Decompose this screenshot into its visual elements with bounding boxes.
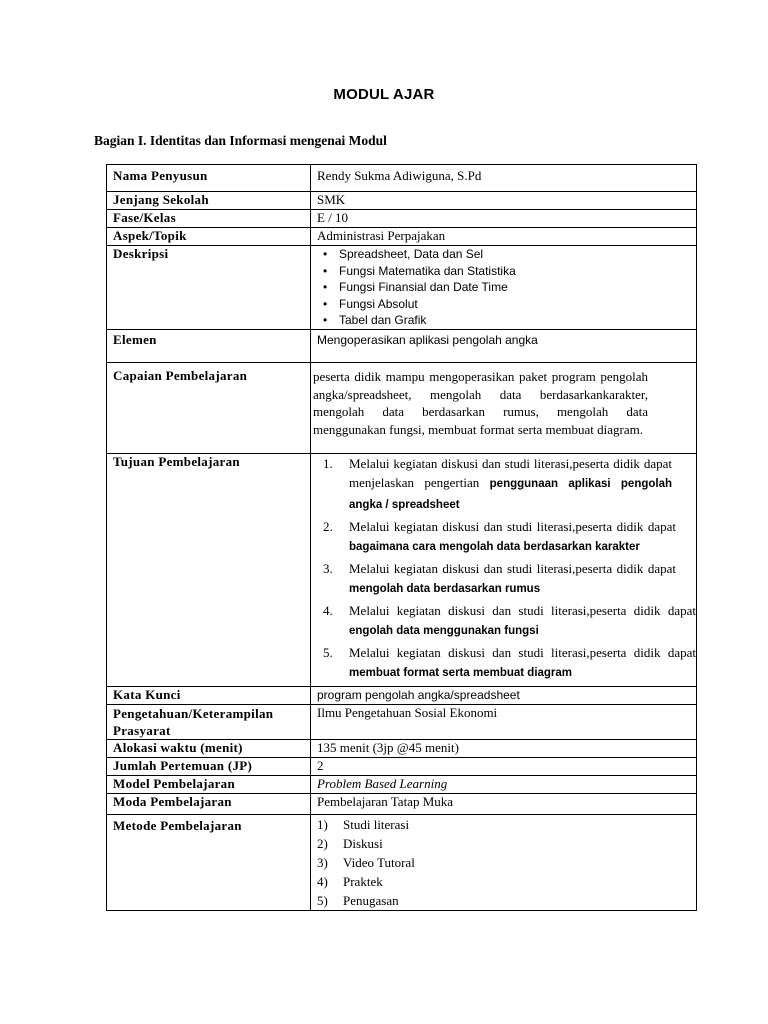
list-item: 1. Melalui kegiatan diskusi dan studi literasi,peserta didik dapat menjelaskan pengertian penggunaan aplikasi pengolah angka / spreadsheet — [323, 456, 673, 511]
value-metode-pembelajaran — [311, 815, 697, 911]
row-aspek-topik — [107, 228, 697, 246]
value-model-pembelajaran: Problem Based Learning — [311, 776, 697, 794]
list-item: 3) Video Tutoral — [317, 855, 415, 870]
label-elemen: Elemen — [107, 330, 311, 363]
list-item: 5. Melalui kegiatan diskusi dan studi literasi,peserta didik dapat membuat format serta membuat diagram — [323, 645, 696, 679]
value-fase-kelas: E / 10 — [311, 210, 697, 228]
document-title: MODUL AJAR — [333, 86, 435, 103]
section-heading: Bagian I. Identitas dan Informasi mengenai Modul — [94, 133, 387, 148]
label-nama-penyusun: Nama Penyusun — [107, 165, 311, 192]
value-jumlah-pertemuan: 2 — [311, 758, 697, 776]
row-kata-kunci — [107, 687, 697, 705]
label-jumlah-pertemuan: Jumlah Pertemuan (JP) — [107, 758, 311, 776]
list-item: • Fungsi Finansial dan Date Time — [323, 280, 508, 294]
list-item: 5) Penugasan — [317, 893, 399, 908]
value-moda-pembelajaran: Pembelajaran Tatap Muka — [311, 794, 697, 815]
metode-list — [317, 815, 690, 910]
label-kata-kunci: Kata Kunci — [107, 687, 311, 705]
row-elemen — [107, 330, 697, 363]
row-deskripsi — [107, 246, 697, 330]
bullet-icon: • — [323, 313, 328, 327]
row-moda-pembelajaran — [107, 794, 697, 815]
value-kata-kunci: program pengolah angka/spreadsheet — [311, 687, 697, 705]
row-alokasi-waktu — [107, 740, 697, 758]
list-item: 4. Melalui kegiatan diskusi dan studi literasi,peserta didik dapat engolah data menggunakan fungsi — [323, 603, 696, 637]
value-capaian-pembelajaran: peserta didik mampu mengoperasikan paket program pengolah angka/spreadsheet, mengolah data berdasarkankarakter, mengolah data berdasarkan rumus, mengolah data menggunakan fungsi, membuat format serta membuat diagram. — [311, 363, 697, 454]
value-tujuan-pembelajaran — [311, 454, 697, 687]
row-jenjang-sekolah — [107, 192, 697, 210]
row-nama-penyusun — [107, 165, 697, 192]
label-model-pembelajaran: Model Pembelajaran — [107, 776, 311, 794]
list-item: 1) Studi literasi — [317, 817, 410, 832]
value-alokasi-waktu: 135 menit (3jp @45 menit) — [311, 740, 697, 758]
label-deskripsi: Deskripsi — [107, 246, 311, 330]
list-item: 3. Melalui kegiatan diskusi dan studi literasi,peserta didik dapat mengolah data berdasarkan rumus — [323, 561, 676, 595]
row-fase-kelas — [107, 210, 697, 228]
module-identity-table — [106, 164, 697, 911]
label-jenjang-sekolah: Jenjang Sekolah — [107, 192, 311, 210]
list-item: • Fungsi Matematika dan Statistika — [323, 263, 516, 278]
row-model-pembelajaran — [107, 776, 697, 794]
label-alokasi-waktu: Alokasi waktu (menit) — [107, 740, 311, 758]
value-prasyarat: Ilmu Pengetahuan Sosial Ekonomi — [311, 705, 697, 740]
bullet-icon: • — [323, 263, 328, 278]
row-tujuan-pembelajaran — [107, 454, 697, 687]
row-jumlah-pertemuan — [107, 758, 697, 776]
label-fase-kelas: Fase/Kelas — [107, 210, 311, 228]
value-deskripsi — [311, 246, 697, 330]
list-item: • Tabel dan Grafik — [323, 313, 427, 327]
label-tujuan-pembelajaran: Tujuan Pembelajaran — [107, 454, 311, 687]
list-item: 2) Diskusi — [317, 836, 383, 851]
label-capaian-pembelajaran: Capaian Pembelajaran — [107, 363, 311, 454]
bullet-icon: • — [323, 296, 328, 311]
label-moda-pembelajaran: Moda Pembelajaran — [107, 794, 311, 815]
value-aspek-topik: Administrasi Perpajakan — [311, 228, 697, 246]
deskripsi-list — [317, 246, 690, 329]
list-item: 4) Praktek — [317, 874, 383, 889]
row-metode-pembelajaran — [107, 815, 697, 911]
list-item: • Spreadsheet, Data dan Sel — [323, 247, 484, 261]
label-prasyarat: Pengetahuan/Keterampilan Prasyarat — [107, 705, 311, 740]
bullet-icon: • — [323, 247, 328, 261]
tujuan-list — [315, 454, 696, 683]
list-item: • Fungsi Absolut — [323, 296, 418, 311]
bullet-icon: • — [323, 280, 328, 294]
row-capaian-pembelajaran — [107, 363, 697, 454]
value-nama-penyusun: Rendy Sukma Adiwiguna, S.Pd — [311, 165, 697, 192]
label-aspek-topik: Aspek/Topik — [107, 228, 311, 246]
value-jenjang-sekolah: SMK — [311, 192, 697, 210]
value-elemen: Mengoperasikan aplikasi pengolah angka — [311, 330, 697, 363]
label-metode-pembelajaran: Metode Pembelajaran — [107, 815, 311, 911]
row-prasyarat — [107, 705, 697, 740]
list-item: 2. Melalui kegiatan diskusi dan studi literasi,peserta didik dapat bagaimana cara mengolah data berdasarkan karakter — [323, 519, 676, 553]
